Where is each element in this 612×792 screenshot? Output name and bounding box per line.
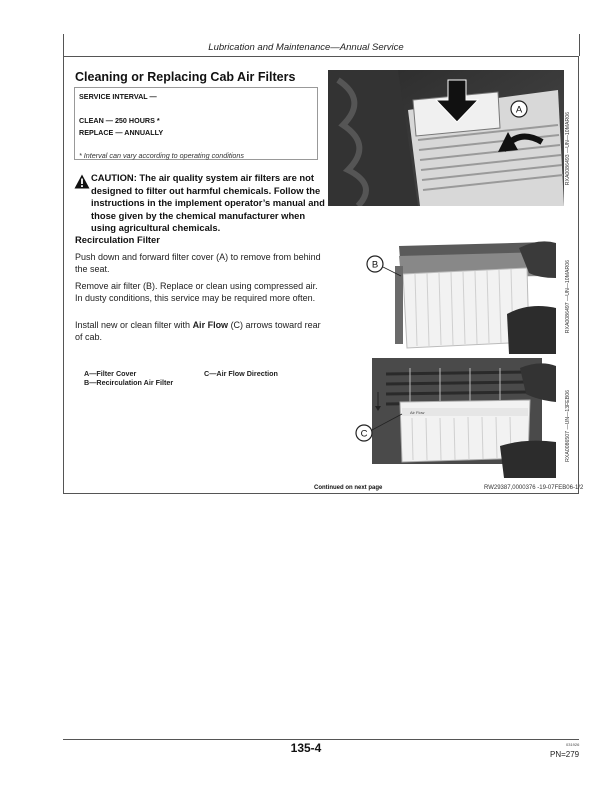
instruction-paragraph-1: Push down and forward filter cover (A) to remove from behind the seat. xyxy=(75,252,321,274)
photo1-label: RXA0086493 —UN—10MAR06 xyxy=(565,112,571,186)
page-number: 135-4 xyxy=(290,741,322,755)
filter-removal-photo xyxy=(359,238,556,354)
photo3-label: RXA0086507 —UN—13FEB06 xyxy=(565,390,571,462)
frame-rule-right xyxy=(579,34,580,56)
running-header: Lubrication and Maintenance—Annual Service xyxy=(208,42,404,53)
filter-cover-photo xyxy=(328,70,564,206)
recirculation-heading: Recirculation Filter xyxy=(75,234,160,245)
warning-triangle-icon xyxy=(74,174,90,189)
pn-number: PN=279 xyxy=(550,750,580,759)
service-interval-box xyxy=(74,87,318,160)
footer-rule xyxy=(63,739,579,740)
service-interval-note: * Interval can vary according to operating conditions xyxy=(79,151,245,160)
svg-text:Air Flow: Air Flow xyxy=(410,410,425,415)
instruction-paragraph-2: Remove air filter (B). Replace or clean using compressed air. In dusty conditions, this service may be required more often. xyxy=(75,281,318,303)
footer-code: 031926 xyxy=(566,742,580,747)
filter-install-photo xyxy=(350,358,556,478)
para3-prefix: Install new or clean filter with xyxy=(75,320,193,330)
legend-b: B—Recirculation Air Filter xyxy=(84,378,174,387)
frame-rule-left xyxy=(63,34,64,56)
legend-c: C—Air Flow Direction xyxy=(204,369,278,378)
instruction-paragraph-3 xyxy=(75,319,323,343)
photo2-label: RXA0086497 —UN—10MAR06 xyxy=(565,260,571,334)
continued-note: Continued on next page xyxy=(314,485,383,491)
para3-suffix: (C) arrows toward rear of cab. xyxy=(75,320,321,342)
caution-block xyxy=(74,172,326,235)
callout-b: B xyxy=(371,259,379,271)
callout-a: A xyxy=(515,104,523,116)
callout-c: C xyxy=(360,428,368,440)
service-interval-clean: CLEAN — 250 HOURS * xyxy=(79,116,160,125)
para3-bold: Air Flow xyxy=(192,320,229,330)
section-title: Cleaning or Replacing Cab Air Filters xyxy=(75,70,296,84)
legend-a: A—Filter Cover xyxy=(84,369,137,378)
caution-text: CAUTION: The air quality system air filters are not designed to filter out harmful chemicals. Follow the instructions in the implement operator’s manual and those given by the chemical manufacturer when using agricultural chemicals. xyxy=(91,172,325,233)
document-reference: RW29387,0000376 -19-07FEB06-1/2 xyxy=(484,485,584,491)
service-interval-replace: REPLACE — ANNUALLY xyxy=(79,128,164,137)
service-interval-heading: SERVICE INTERVAL — xyxy=(79,92,157,101)
